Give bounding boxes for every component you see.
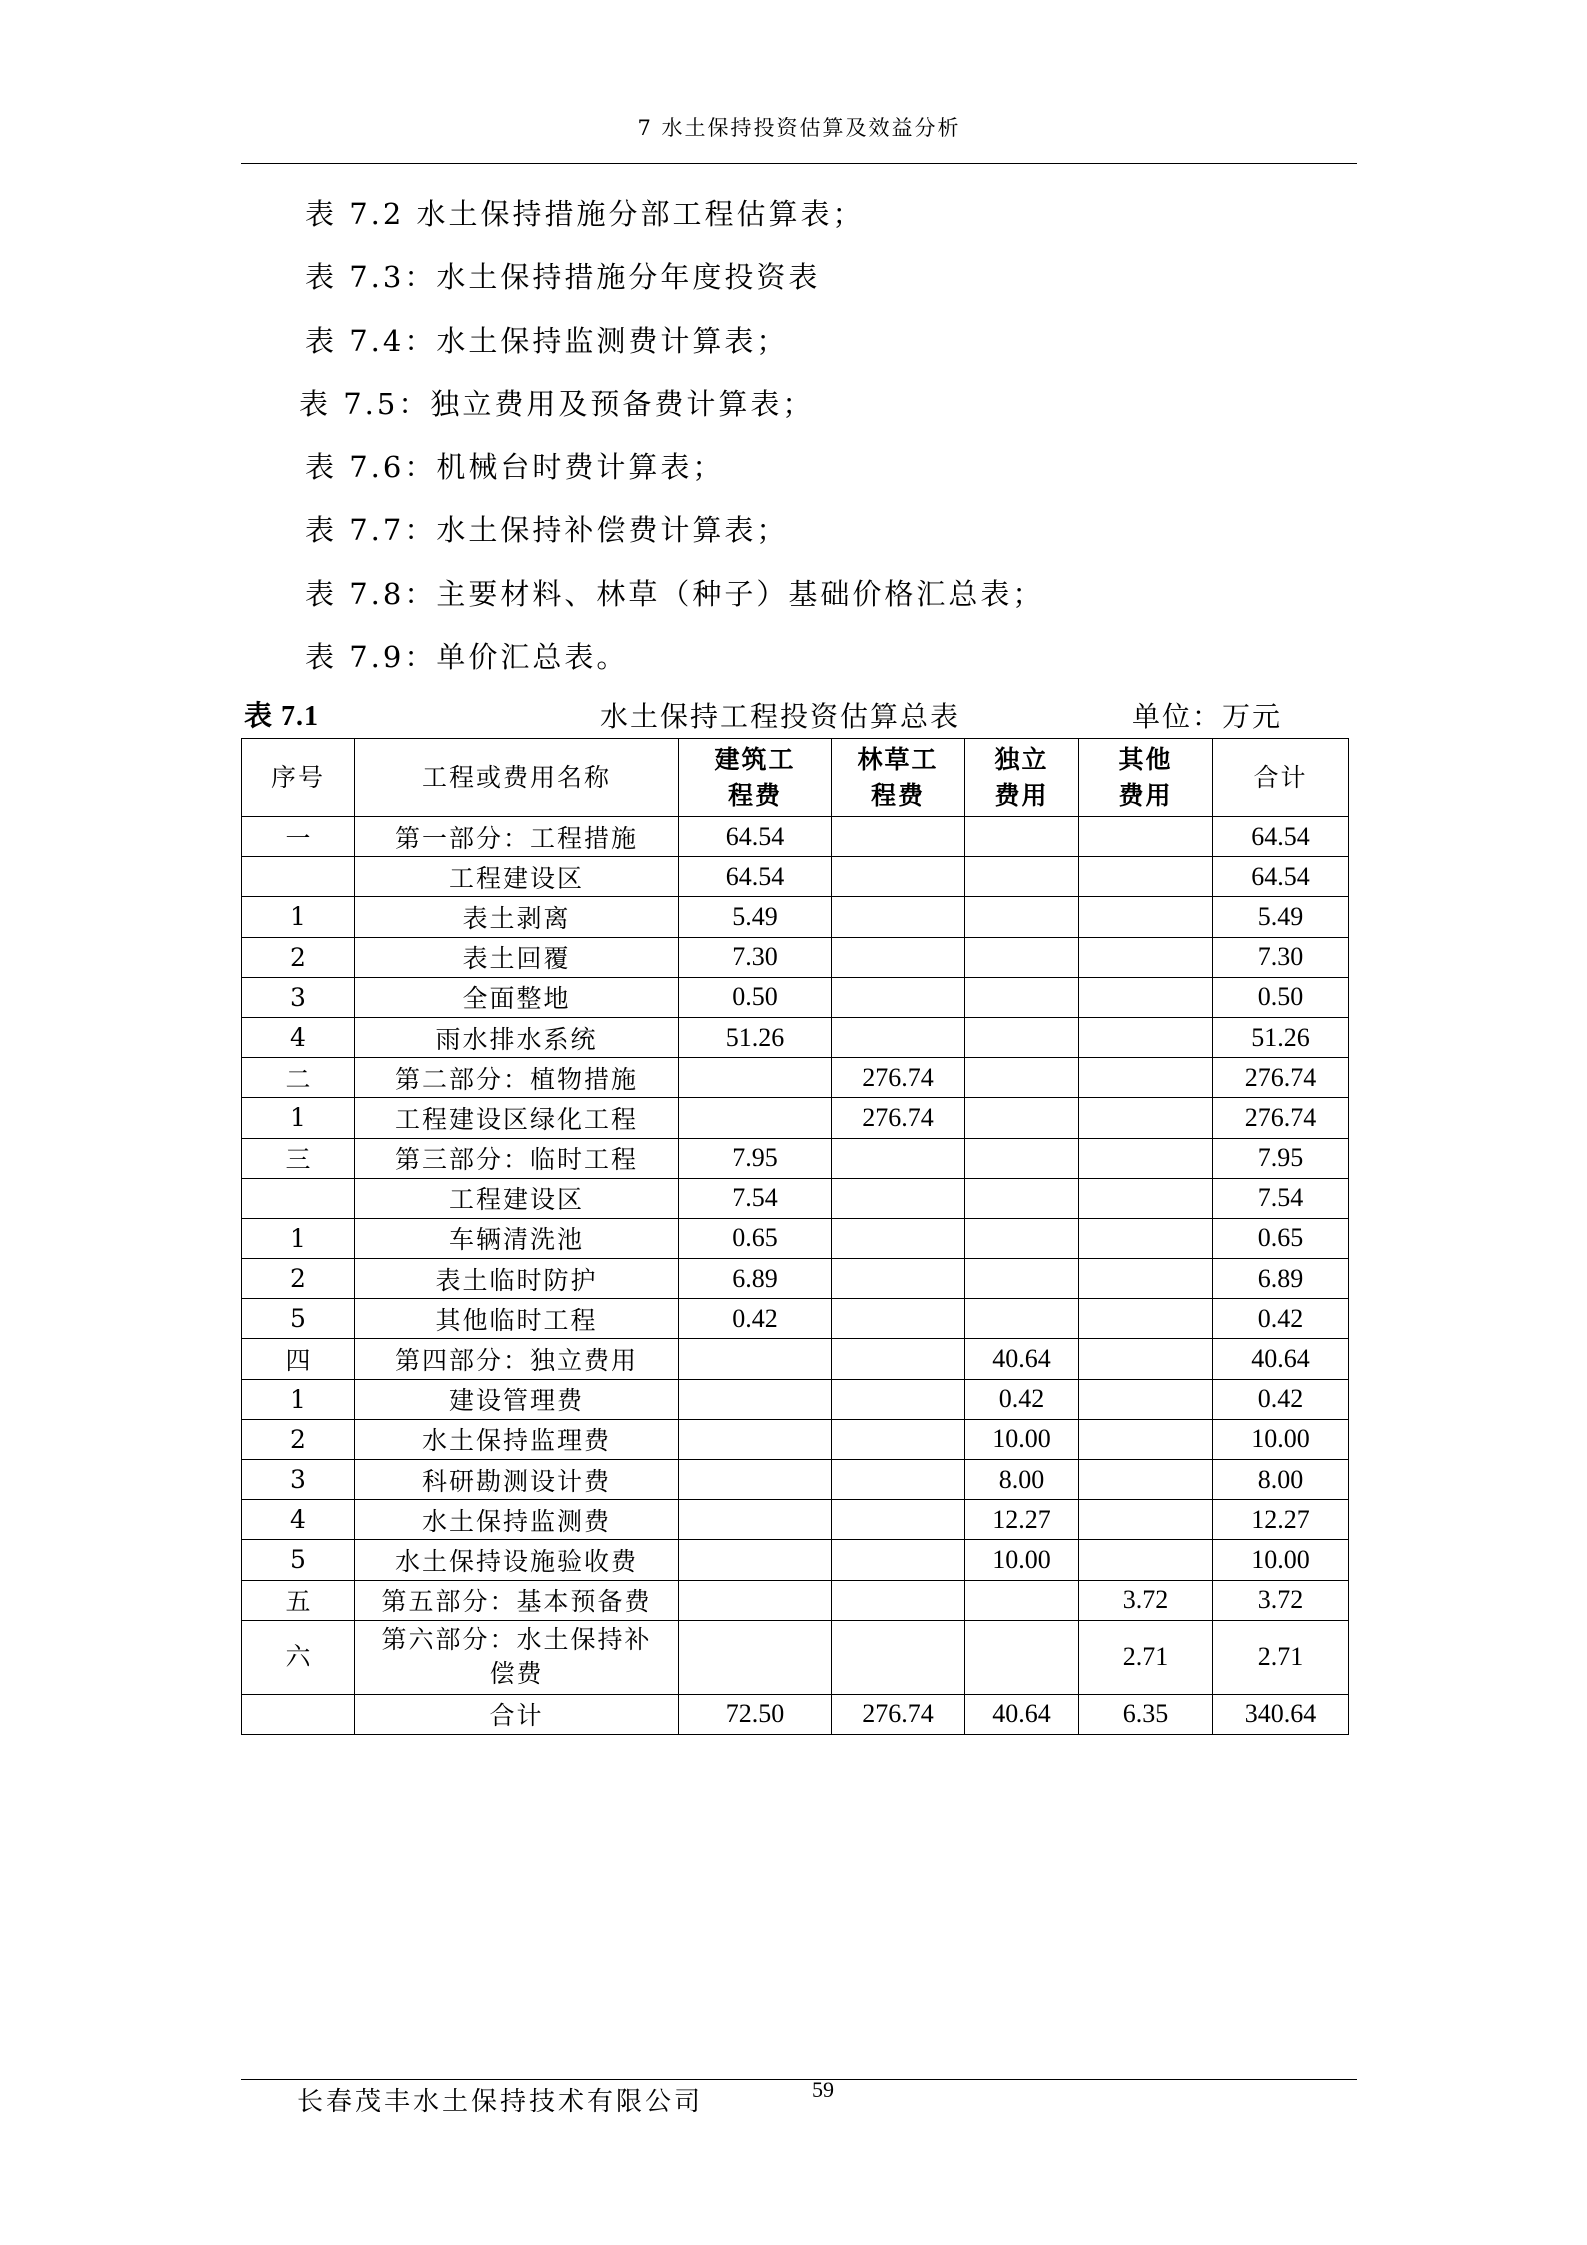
forest-cell	[832, 1580, 965, 1620]
name-cell: 工程建设区绿化工程	[355, 1098, 679, 1138]
other-cell	[1079, 1419, 1213, 1459]
forest-cell	[832, 1218, 965, 1258]
forest-cell	[832, 1620, 965, 1694]
other-cell	[1079, 1017, 1213, 1057]
other-cell	[1079, 897, 1213, 937]
table-row	[242, 1580, 1349, 1620]
other-cell	[1079, 857, 1213, 897]
build-cell: 6.89	[679, 1259, 832, 1299]
total-cell: 0.50	[1213, 977, 1349, 1017]
table-row	[242, 1017, 1349, 1057]
table-row	[242, 1379, 1349, 1419]
forest-cell	[832, 1017, 965, 1057]
name-cell: 雨水排水系统	[355, 1017, 679, 1057]
name-cell: 第六部分：水土保持补偿费	[355, 1620, 679, 1694]
name-cell: 车辆清洗池	[355, 1218, 679, 1258]
investment-estimate-table	[241, 738, 1349, 1735]
build-cell: 7.95	[679, 1138, 832, 1178]
build-cell: 7.30	[679, 937, 832, 977]
indep-cell	[965, 1620, 1079, 1694]
name-cell: 水土保持设施验收费	[355, 1540, 679, 1580]
table-list-item: 表 7.4：水土保持监测费计算表；	[305, 323, 789, 358]
seq-cell: 1	[242, 897, 355, 937]
name-cell: 第四部分：独立费用	[355, 1339, 679, 1379]
indep-cell	[965, 857, 1079, 897]
forest-cell	[832, 857, 965, 897]
forest-cell	[832, 937, 965, 977]
other-cell: 2.71	[1079, 1620, 1213, 1694]
indep-cell	[965, 1218, 1079, 1258]
name-cell: 建设管理费	[355, 1379, 679, 1419]
other-cell	[1079, 1500, 1213, 1540]
table-number: 表 7.1	[244, 701, 320, 732]
forest-cell	[832, 817, 965, 857]
seq-cell: 三	[242, 1138, 355, 1178]
indep-cell	[965, 1178, 1079, 1218]
other-cell	[1079, 1218, 1213, 1258]
forest-cell	[832, 1339, 965, 1379]
build-cell	[679, 1460, 832, 1500]
seq-cell: 五	[242, 1580, 355, 1620]
name-cell: 工程建设区	[355, 1178, 679, 1218]
indep-cell	[965, 1580, 1079, 1620]
build-cell	[679, 1419, 832, 1459]
indep-cell: 40.64	[965, 1339, 1079, 1379]
other-cell	[1079, 817, 1213, 857]
build-cell: 64.54	[679, 857, 832, 897]
table-list-item: 表 7.5：独立费用及预备费计算表；	[299, 386, 815, 421]
total-cell: 6.89	[1213, 1259, 1349, 1299]
name-cell: 第五部分：基本预备费	[355, 1580, 679, 1620]
header-forest	[832, 739, 965, 817]
build-cell: 72.50	[679, 1694, 832, 1734]
seq-cell: 1	[242, 1098, 355, 1138]
name-cell: 合计	[355, 1694, 679, 1734]
indep-cell: 40.64	[965, 1694, 1079, 1734]
table-list	[299, 188, 1305, 694]
total-cell: 10.00	[1213, 1540, 1349, 1580]
seq-cell: 2	[242, 1259, 355, 1299]
name-cell: 其他临时工程	[355, 1299, 679, 1339]
forest-cell	[832, 1460, 965, 1500]
table-row	[242, 1138, 1349, 1178]
name-cell: 科研勘测设计费	[355, 1460, 679, 1500]
total-cell: 7.54	[1213, 1178, 1349, 1218]
other-cell: 3.72	[1079, 1580, 1213, 1620]
indep-cell	[965, 1017, 1079, 1057]
seq-cell: 2	[242, 937, 355, 977]
indep-cell	[965, 1138, 1079, 1178]
total-cell: 0.42	[1213, 1379, 1349, 1419]
total-cell: 40.64	[1213, 1339, 1349, 1379]
forest-cell: 276.74	[832, 1694, 965, 1734]
footer-company: 长春茂丰水土保持技术有限公司	[297, 2087, 704, 2117]
page-header-title: 7 水土保持投资估算及效益分析	[637, 116, 961, 140]
build-cell: 0.50	[679, 977, 832, 1017]
total-cell: 5.49	[1213, 897, 1349, 937]
total-cell: 2.71	[1213, 1620, 1349, 1694]
name-cell: 表土临时防护	[355, 1259, 679, 1299]
indep-cell	[965, 817, 1079, 857]
seq-cell: 一	[242, 817, 355, 857]
table-row	[242, 1218, 1349, 1258]
build-cell	[679, 1500, 832, 1540]
table-row	[242, 1299, 1349, 1339]
indep-cell: 8.00	[965, 1460, 1079, 1500]
total-cell: 64.54	[1213, 857, 1349, 897]
table-list-item: 表 7.6：机械台时费计算表；	[305, 450, 725, 485]
table-row	[242, 1259, 1349, 1299]
build-cell: 5.49	[679, 897, 832, 937]
header-forest-text: 林草工程费	[857, 744, 939, 810]
table-row	[242, 1500, 1349, 1540]
header-divider	[241, 163, 1357, 164]
seq-cell: 4	[242, 1500, 355, 1540]
seq-cell: 4	[242, 1017, 355, 1057]
table-list-item: 表 7.7：水土保持补偿费计算表；	[305, 513, 789, 548]
table-body	[242, 817, 1349, 1735]
table-list-item: 表 7.2 水土保持措施分部工程估算表；	[305, 197, 865, 231]
other-cell	[1079, 1460, 1213, 1500]
indep-cell: 12.27	[965, 1500, 1079, 1540]
table-row	[242, 817, 1349, 857]
build-cell: 0.42	[679, 1299, 832, 1339]
indep-cell: 0.42	[965, 1379, 1079, 1419]
table-row	[242, 937, 1349, 977]
table-row	[242, 1098, 1349, 1138]
indep-cell: 10.00	[965, 1540, 1079, 1580]
header-name: 工程或费用名称	[355, 739, 679, 817]
other-cell	[1079, 937, 1213, 977]
total-cell: 7.95	[1213, 1138, 1349, 1178]
seq-cell: 3	[242, 1460, 355, 1500]
other-cell	[1079, 1178, 1213, 1218]
table-row	[242, 1058, 1349, 1098]
name-cell: 全面整地	[355, 977, 679, 1017]
total-cell: 12.27	[1213, 1500, 1349, 1540]
seq-cell: 1	[242, 1218, 355, 1258]
other-cell	[1079, 1299, 1213, 1339]
build-cell	[679, 1339, 832, 1379]
other-cell: 6.35	[1079, 1694, 1213, 1734]
total-cell: 3.72	[1213, 1580, 1349, 1620]
total-cell: 0.65	[1213, 1218, 1349, 1258]
name-cell: 水土保持监测费	[355, 1500, 679, 1540]
header-build	[679, 739, 832, 817]
name-cell: 水土保持监理费	[355, 1419, 679, 1459]
table-row	[242, 1460, 1349, 1500]
table-row	[242, 857, 1349, 897]
forest-cell	[832, 1299, 965, 1339]
indep-cell	[965, 1098, 1079, 1138]
table-row	[242, 1419, 1349, 1459]
seq-cell: 六	[242, 1620, 355, 1694]
other-cell	[1079, 1098, 1213, 1138]
build-cell: 51.26	[679, 1017, 832, 1057]
indep-cell	[965, 1299, 1079, 1339]
table-list-item: 表 7.9：单价汇总表。	[305, 640, 629, 675]
header-total: 合计	[1213, 739, 1349, 817]
total-cell: 340.64	[1213, 1694, 1349, 1734]
seq-cell	[242, 1694, 355, 1734]
build-cell	[679, 1098, 832, 1138]
seq-cell: 2	[242, 1419, 355, 1459]
indep-cell	[965, 937, 1079, 977]
forest-cell	[832, 977, 965, 1017]
header-seq: 序号	[242, 739, 355, 817]
other-cell	[1079, 1138, 1213, 1178]
other-cell	[1079, 1540, 1213, 1580]
indep-cell: 10.00	[965, 1419, 1079, 1459]
seq-cell: 5	[242, 1299, 355, 1339]
forest-cell	[832, 1419, 965, 1459]
indep-cell	[965, 1259, 1079, 1299]
header-build-text: 建筑工程费	[714, 744, 796, 810]
forest-cell: 276.74	[832, 1058, 965, 1098]
build-cell: 0.65	[679, 1218, 832, 1258]
other-cell	[1079, 977, 1213, 1017]
page-number: 59	[812, 2077, 834, 2102]
indep-cell	[965, 897, 1079, 937]
table-list-item: 表 7.8：主要材料、林草（种子）基础价格汇总表；	[305, 576, 1045, 611]
seq-cell	[242, 1178, 355, 1218]
forest-cell	[832, 897, 965, 937]
total-cell: 276.74	[1213, 1098, 1349, 1138]
header-other-text: 其他费用	[1118, 744, 1173, 810]
build-cell	[679, 1540, 832, 1580]
build-cell	[679, 1058, 832, 1098]
table-row	[242, 1540, 1349, 1580]
other-cell	[1079, 1379, 1213, 1419]
build-cell	[679, 1580, 832, 1620]
table-title: 水土保持工程投资估算总表	[600, 700, 961, 733]
table-list-item: 表 7.3：水土保持措施分年度投资表	[305, 260, 821, 295]
table-row	[242, 1694, 1349, 1734]
table-row	[242, 1620, 1349, 1694]
name-cell: 表土回覆	[355, 937, 679, 977]
name-cell: 第一部分：工程措施	[355, 817, 679, 857]
total-cell: 51.26	[1213, 1017, 1349, 1057]
forest-cell	[832, 1540, 965, 1580]
forest-cell	[832, 1138, 965, 1178]
name-cell: 表土剥离	[355, 897, 679, 937]
forest-cell	[832, 1178, 965, 1218]
forest-cell	[832, 1259, 965, 1299]
total-cell: 7.30	[1213, 937, 1349, 977]
header-other	[1079, 739, 1213, 817]
seq-cell: 1	[242, 1379, 355, 1419]
seq-cell	[242, 857, 355, 897]
footer-divider	[241, 2079, 1357, 2080]
other-cell	[1079, 1058, 1213, 1098]
table-row	[242, 977, 1349, 1017]
header-indep-text: 独立费用	[994, 744, 1049, 810]
header-indep	[965, 739, 1079, 817]
table-row	[242, 1339, 1349, 1379]
other-cell	[1079, 1259, 1213, 1299]
seq-cell: 5	[242, 1540, 355, 1580]
build-cell: 7.54	[679, 1178, 832, 1218]
table-row	[242, 1178, 1349, 1218]
table-row	[242, 897, 1349, 937]
table-unit: 单位：万元	[1132, 700, 1283, 733]
forest-cell: 276.74	[832, 1098, 965, 1138]
total-cell: 0.42	[1213, 1299, 1349, 1339]
build-cell	[679, 1620, 832, 1694]
seq-cell: 3	[242, 977, 355, 1017]
name-cell: 第三部分：临时工程	[355, 1138, 679, 1178]
total-cell: 276.74	[1213, 1058, 1349, 1098]
build-cell	[679, 1379, 832, 1419]
indep-cell	[965, 977, 1079, 1017]
name-cell: 第二部分：植物措施	[355, 1058, 679, 1098]
seq-cell: 二	[242, 1058, 355, 1098]
total-cell: 8.00	[1213, 1460, 1349, 1500]
forest-cell	[832, 1379, 965, 1419]
other-cell	[1079, 1339, 1213, 1379]
total-cell: 64.54	[1213, 817, 1349, 857]
name-cell: 工程建设区	[355, 857, 679, 897]
build-cell: 64.54	[679, 817, 832, 857]
indep-cell	[965, 1058, 1079, 1098]
seq-cell: 四	[242, 1339, 355, 1379]
total-cell: 10.00	[1213, 1419, 1349, 1459]
table-header-row	[242, 739, 1349, 817]
forest-cell	[832, 1500, 965, 1540]
